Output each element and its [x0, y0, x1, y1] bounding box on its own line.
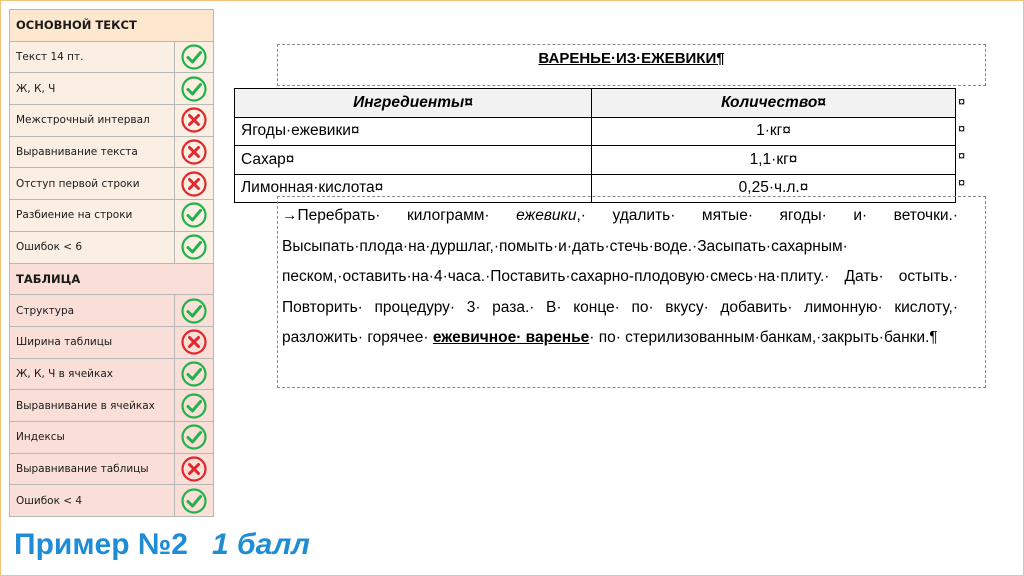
criterion-label: Выравнивание текста — [10, 136, 175, 168]
slide-footer — [14, 528, 310, 562]
cross-icon — [180, 455, 208, 483]
checklist-row — [10, 326, 214, 358]
paragraph-italic-word: ежевики — [516, 207, 577, 224]
ingredient-name: Лимонная·кислота¤ — [235, 174, 592, 203]
checklist-section-header — [10, 10, 214, 42]
check-icon — [180, 233, 208, 261]
paragraph-bold-phrase: ежевичное· варенье — [432, 329, 590, 346]
checklist-row — [10, 231, 214, 263]
end-of-row-mark: ¤ — [958, 121, 966, 136]
criterion-status — [175, 136, 214, 168]
table-row — [235, 146, 956, 175]
ingredients-table — [234, 88, 956, 203]
check-icon — [180, 360, 208, 388]
checklist-row — [10, 421, 214, 453]
checklist-row — [10, 295, 214, 327]
section-title: ТАБЛИЦА — [10, 263, 214, 295]
table-header-row — [235, 89, 956, 118]
criterion-status — [175, 453, 214, 485]
cross-icon — [180, 170, 208, 198]
cross-icon — [180, 138, 208, 166]
criterion-status — [175, 73, 214, 105]
header-ingredients: Ингредиенты¤ — [235, 89, 592, 118]
criteria-checklist — [9, 9, 214, 517]
criterion-label: Ошибок < 4 — [10, 485, 175, 517]
criterion-label: Ж, К, Ч — [10, 73, 175, 105]
criterion-label: Индексы — [10, 421, 175, 453]
checklist-row — [10, 390, 214, 422]
ingredient-name: Ягоды·ежевики¤ — [235, 117, 592, 146]
cross-icon — [180, 106, 208, 134]
criterion-label: Разбиение на строки — [10, 200, 175, 232]
ingredient-quantity: 1·кг¤ — [592, 117, 956, 146]
criterion-status — [175, 421, 214, 453]
paragraph-text: →Перебрать· килограмм· — [282, 207, 517, 224]
criterion-label: Ж, К, Ч в ячейках — [10, 358, 175, 390]
criterion-status — [175, 358, 214, 390]
criterion-status — [175, 485, 214, 517]
check-icon — [180, 75, 208, 103]
check-icon — [180, 43, 208, 71]
criterion-label: Ширина таблицы — [10, 326, 175, 358]
criterion-label: Отступ первой строки — [10, 168, 175, 200]
check-icon — [180, 487, 208, 515]
checklist-row — [10, 453, 214, 485]
header-quantity: Количество¤ — [592, 89, 956, 118]
criterion-status — [175, 105, 214, 137]
recipe-paragraph — [282, 201, 958, 354]
criterion-status — [175, 390, 214, 422]
criterion-status — [175, 326, 214, 358]
check-icon — [180, 201, 208, 229]
example-title: Пример №2 — [14, 528, 188, 561]
criterion-label: Выравнивание в ячейках — [10, 390, 175, 422]
criterion-label: Текст 14 пт. — [10, 41, 175, 73]
checklist-row — [10, 200, 214, 232]
ingredient-quantity: 1,1·кг¤ — [592, 146, 956, 175]
title-frame — [277, 44, 986, 86]
checklist-row — [10, 485, 214, 517]
criterion-status — [175, 200, 214, 232]
end-of-row-mark: ¤ — [958, 148, 966, 163]
section-title: ОСНОВНОЙ ТЕКСТ — [10, 10, 214, 42]
cross-icon — [180, 328, 208, 356]
check-icon — [180, 392, 208, 420]
ingredient-quantity: 0,25·ч.л.¤ — [592, 174, 956, 203]
criterion-label: Выравнивание таблицы — [10, 453, 175, 485]
criterion-status — [175, 295, 214, 327]
table-row — [235, 117, 956, 146]
criterion-label: Ошибок < 6 — [10, 231, 175, 263]
paragraph-text: · по· стерилизованным·банкам,·закрыть·банки.¶ — [589, 329, 938, 346]
criterion-label: Межстрочный интервал — [10, 105, 175, 137]
criterion-status — [175, 41, 214, 73]
checklist-row — [10, 168, 214, 200]
paragraph-frame — [277, 196, 986, 388]
check-icon — [180, 297, 208, 325]
check-icon — [180, 423, 208, 451]
document-title: ВАРЕНЬЕ·ИЗ·ЕЖЕВИКИ¶ — [538, 50, 725, 67]
criterion-status — [175, 231, 214, 263]
checklist-section-header — [10, 263, 214, 295]
checklist-row — [10, 358, 214, 390]
checklist-row — [10, 105, 214, 137]
checklist-row — [10, 73, 214, 105]
end-of-row-mark: ¤ — [958, 94, 966, 109]
checklist-row — [10, 41, 214, 73]
criterion-status — [175, 168, 214, 200]
end-of-row-mark: ¤ — [958, 175, 966, 190]
ingredient-name: Сахар¤ — [235, 146, 592, 175]
criterion-label: Структура — [10, 295, 175, 327]
paragraph-text: ,· удалить· мятые· ягоды· и· веточки.· Высыпать·плода·на·дуршлаг,·помыть·и·дать·стечь·воде.·Засыпать·сахарным· песком,·оставить·на·4·часа.·Поставить·сахарно-плодовую·смесь·на·плиту.· Дать· остыть.· Повторить· процедуру· 3· раза.· В· конце· по· вкусу· добавить· лимонную· кислоту,· разложить· горячее· — [282, 207, 958, 346]
score-label: 1 балл — [212, 528, 310, 561]
checklist-row — [10, 136, 214, 168]
